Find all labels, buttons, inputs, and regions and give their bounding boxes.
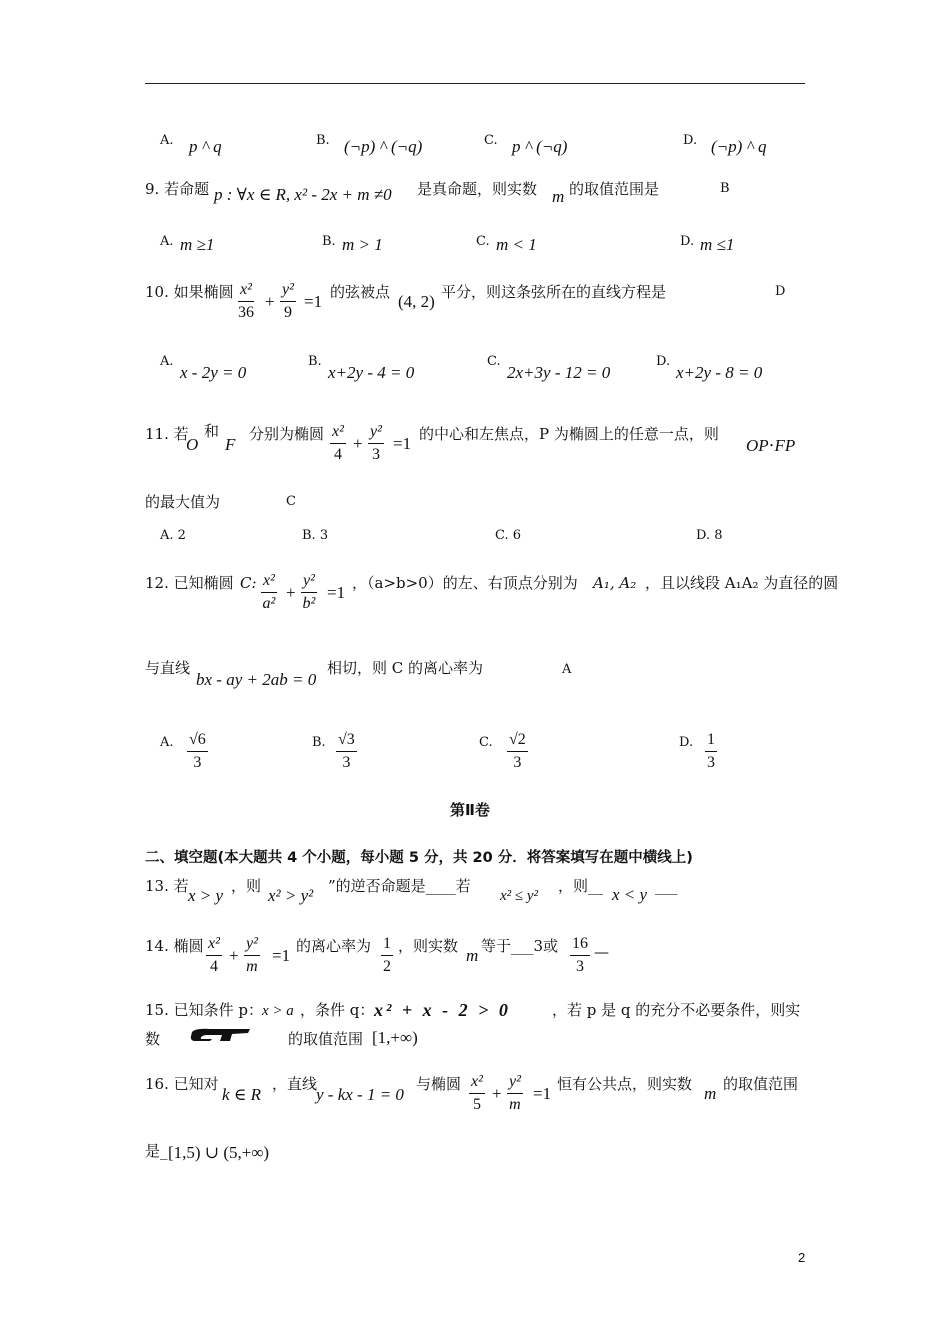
q10-option-b-label: B. [308, 354, 322, 369]
q12-option-c-den: 3 [513, 754, 522, 772]
q8-option-d-label: D. [683, 133, 698, 148]
part2-title: 第Ⅱ卷 [450, 801, 490, 819]
q14-f2-den: m [246, 958, 258, 976]
q11-f2-den: 3 [371, 446, 380, 464]
q12-cond: ，（a>b>0）的左、右顶点分别为 [352, 574, 578, 592]
q11-f2-num: y² [368, 423, 384, 444]
q16-plus: + [492, 1084, 502, 1103]
q16-f1-den: 5 [472, 1096, 481, 1114]
q10-option-c-expr: 2x+3y - 12 = 0 [507, 363, 611, 382]
q13-mid2: ，则__ [558, 877, 604, 895]
q15-tail: ，若 p 是 q 的充分不必要条件，则实 [552, 1001, 801, 1019]
q13-e3: x² ≤ y² [500, 888, 539, 904]
q11-fraction-x [330, 423, 346, 465]
q12-line-expr: bx - ay + 2ab = 0 [196, 670, 317, 689]
q10-option-a-label: A. [160, 354, 174, 369]
q12-option-c-fraction [507, 731, 528, 773]
q11-tail: 的中心和左焦点，P 为椭圆上的任意一点，则 [419, 425, 719, 443]
q10-plus: + [265, 292, 275, 311]
q16-eq: =1 [533, 1084, 552, 1103]
q15-line2-tail: 的取值范围 [288, 1030, 364, 1048]
q12-option-b-label: B. [312, 735, 326, 750]
q15-line2: 数 [145, 1030, 161, 1048]
q8-option-d-expr: (¬p) ^ q [711, 137, 767, 156]
q8-option-b-expr: (¬p) ^ (¬q) [344, 137, 423, 156]
q14-mid2: ，则实数 [398, 937, 459, 955]
q16-line2: 是_ [145, 1142, 168, 1160]
q11-plus: + [353, 434, 363, 453]
q12-f1-num: x² [261, 572, 277, 593]
q12-option-a-den: 3 [193, 754, 202, 772]
q15-p-expr: x > a [262, 1003, 294, 1019]
q9-option-c-expr: m < 1 [496, 235, 537, 254]
q14-prefix: 14. 椭圆 [145, 937, 204, 955]
q11-option-d: D. 8 [696, 528, 723, 543]
q15-q-expr: x² + x - 2 > 0 [374, 1000, 511, 1020]
q10-fraction-y [280, 281, 296, 323]
q16-f2-den: m [509, 1096, 521, 1114]
q12-line2-tail: 相切，则 C 的离心率为 [327, 659, 484, 677]
q13-e1: x > y [188, 886, 224, 905]
q10-eq: =1 [304, 292, 323, 311]
q14-fraction-y [244, 935, 260, 977]
q10-mid: 的弦被点 [330, 283, 391, 301]
q15-answer: [1,+∞) [372, 1028, 418, 1047]
q12-answer: A [562, 662, 572, 677]
q10-f2-num: y² [280, 281, 296, 302]
q12-prefix: 12. 已知椭圆 [145, 574, 234, 592]
q14-var: m [466, 946, 479, 965]
q13-mid: ”的逆否命题是____若 [328, 877, 471, 895]
q11-fraction-y [368, 423, 384, 465]
q12-fraction-y [301, 572, 317, 614]
q12-f2-den: b² [302, 595, 316, 613]
q12-c-var: C: [240, 574, 257, 592]
q14-f1-num: x² [206, 935, 222, 956]
q14-fraction-x [206, 935, 222, 977]
q12-plus: + [286, 583, 296, 602]
q11-and: 和 [204, 422, 220, 440]
q16-f2-num: y² [507, 1073, 523, 1094]
q11-option-a: A. 2 [160, 528, 186, 543]
q11-option-c: C. 6 [495, 528, 522, 543]
q12-f1-den: a² [262, 595, 276, 613]
q13-prefix: 13. 若 [145, 877, 189, 895]
q9-option-c-label: C. [476, 234, 490, 249]
q14-tail: 等于___3或 [481, 937, 559, 955]
q13-e4: x < y [612, 885, 648, 904]
q9-suffix: 是真命题，则实数 [417, 180, 538, 198]
q16-k-expr: k ∈ R [222, 1085, 262, 1104]
q10-tail: 平分，则这条弦所在的直线方程是 [441, 283, 667, 301]
q16-tail: 恒有公共点，则实数 [557, 1075, 693, 1093]
q12-option-a-fraction [187, 731, 208, 773]
q12-option-d-label: D. [679, 735, 694, 750]
q10-f2-den: 9 [283, 304, 292, 322]
q8-option-a-label: A. [160, 133, 174, 148]
q16-line-expr: y - kx - 1 = 0 [316, 1085, 404, 1104]
q14-eccentricity-fraction [381, 935, 393, 977]
q8-option-c-label: C. [484, 133, 498, 148]
q11-f1-num: x² [330, 423, 346, 444]
q12-option-c-num: √2 [507, 731, 528, 752]
q11-mid: 分别为椭圆 [249, 425, 325, 443]
q10-f1-den: 36 [238, 304, 254, 322]
q13-comma: ，则 [231, 877, 262, 895]
q8-option-b-label: B. [316, 133, 330, 148]
q11-f1-den: 4 [333, 446, 342, 464]
q10-option-c-label: C. [487, 354, 501, 369]
q12-f2-num: y² [301, 572, 317, 593]
q13-e2: x² > y² [268, 886, 314, 905]
q11-f: F [225, 435, 236, 454]
q9-option-a-label: A. [160, 234, 174, 249]
q14-mid: 的离心率为 [296, 937, 372, 955]
q14-ans-num: 16 [570, 935, 590, 956]
q14-e-num: 1 [381, 935, 393, 956]
header-rule [145, 83, 805, 84]
q12-option-d-den: 3 [707, 754, 715, 772]
q9-option-b-label: B. [322, 234, 336, 249]
q11-eq: =1 [393, 434, 412, 453]
q14-f2-num: y² [244, 935, 260, 956]
q11-answer: C [286, 494, 296, 509]
q10-f1-num: x² [238, 281, 254, 302]
q11-vector-product: OP⋅FP [746, 436, 796, 455]
q14-end: — [594, 943, 609, 961]
q9-expr: p : ∀x ∈ R, x² - 2x + m ≠0 [214, 185, 392, 204]
q15-mid: ，条件 q： [300, 1001, 375, 1019]
q16-tail2: 的取值范围 [723, 1075, 799, 1093]
q11-o: O [186, 435, 199, 454]
q10-point: (4, 2) [398, 292, 435, 311]
q14-plus: + [229, 946, 239, 965]
q10-option-a-expr: x - 2y = 0 [180, 363, 247, 382]
q12-line2-prefix: 与直线 [145, 659, 191, 677]
q12-option-a-num: √6 [187, 731, 208, 752]
q11-line2: 的最大值为 [145, 493, 221, 511]
q12-option-c-label: C. [479, 735, 493, 750]
q11-option-b: B. 3 [302, 528, 329, 543]
q12-tail: ，且以线段 A₁A₂ 为直径的圆 [645, 574, 839, 592]
q9-option-d-label: D. [680, 234, 695, 249]
q14-eq: =1 [272, 946, 291, 965]
q10-fraction-x [238, 281, 254, 323]
q8-option-a-expr: p ^ q [189, 137, 222, 156]
q9-option-b-expr: m > 1 [342, 235, 383, 254]
q13-tail: ___ [655, 877, 678, 895]
q9-option-a-expr: m ≥1 [180, 235, 215, 254]
q10-option-d-label: D. [656, 354, 671, 369]
q10-prefix: 10. 如果椭圆 [145, 283, 234, 301]
q9-answer: B [720, 181, 730, 196]
q16-var: m [704, 1084, 717, 1103]
q10-answer: D [775, 284, 786, 299]
page-number: 2 [798, 1250, 806, 1265]
q14-ans-den: 3 [576, 958, 584, 976]
q10-option-d-expr: x+2y - 8 = 0 [676, 363, 763, 382]
q11-prefix: 11. 若 [145, 425, 189, 443]
q12-a1a2: A₁, A₂ [593, 574, 637, 592]
q10-option-b-expr: x+2y - 4 = 0 [328, 363, 415, 382]
q16-f1-num: x² [469, 1073, 485, 1094]
obscured-formula-blot [190, 1028, 252, 1042]
q12-option-d-fraction [705, 731, 717, 773]
q8-option-c-expr: p ^ (¬q) [512, 137, 568, 156]
q12-eq: =1 [327, 583, 346, 602]
q12-option-b-den: 3 [342, 754, 351, 772]
q12-option-b-fraction [336, 731, 357, 773]
q16-mid2: 与椭圆 [416, 1075, 462, 1093]
q14-e-den: 2 [383, 958, 391, 976]
q14-f1-den: 4 [209, 958, 218, 976]
q12-option-d-num: 1 [705, 731, 717, 752]
q12-option-a-label: A. [160, 735, 174, 750]
q16-fraction-y [507, 1073, 523, 1115]
q9-option-d-expr: m ≤1 [700, 235, 735, 254]
q15-prefix: 15. 已知条件 p： [145, 1001, 263, 1019]
q14-answer-fraction [570, 935, 590, 977]
q16-fraction-x [469, 1073, 485, 1115]
q16-answer: [1,5) ∪ (5,+∞) [168, 1143, 270, 1162]
q12-option-b-num: √3 [336, 731, 357, 752]
q16-mid: ，直线 [272, 1075, 318, 1093]
q16-prefix: 16. 已知对 [145, 1075, 219, 1093]
q9-tail: 的取值范围是 [569, 180, 660, 198]
section2-heading: 二、填空题(本大题共 4 个小题，每小题 5 分，共 20 分．将答案填写在题中横线上) [145, 850, 693, 866]
q12-fraction-x [261, 572, 277, 614]
q9-prefix: 9. 若命题 [145, 180, 210, 198]
q9-var: m [552, 187, 565, 206]
